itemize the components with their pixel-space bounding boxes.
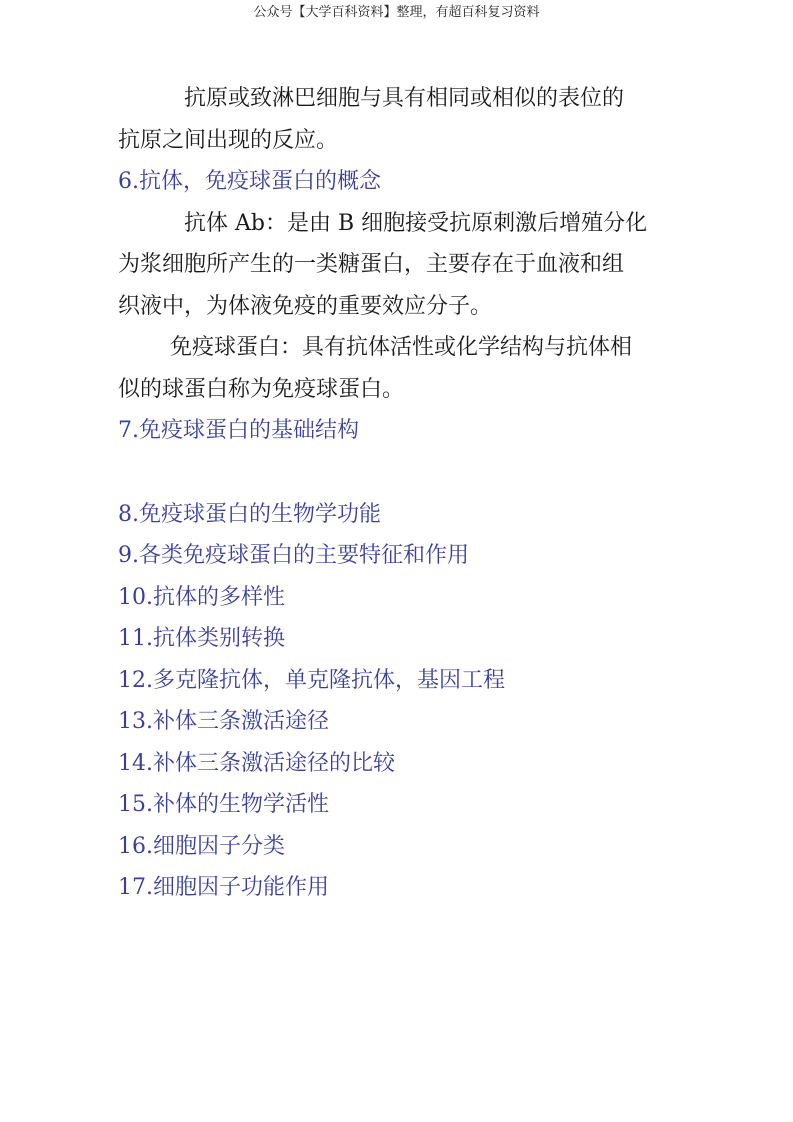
heading-6: 6.抗体，免疫球蛋白的概念 xyxy=(118,169,381,194)
ig-line-2: 似的球蛋白称为免疫球蛋白。 xyxy=(118,376,405,402)
heading-9: 9.各类免疫球蛋白的主要特征和作用 xyxy=(118,543,469,568)
heading-12: 12.多克隆抗体，单克隆抗体，基因工程 xyxy=(118,667,505,693)
heading-15: 15.补体的生物学活性 xyxy=(118,792,329,817)
heading-13: 13.补体三条激活途径 xyxy=(118,709,329,734)
antibody-line-1: 抗体 Ab：是由 B 细胞接受抗原刺激后增殖分化 xyxy=(184,210,648,236)
heading-11: 11.抗体类别转换 xyxy=(118,626,285,651)
heading-17: 17.细胞因子功能作用 xyxy=(118,875,329,900)
antibody-line-2: 为浆细胞所产生的一类糖蛋白，主要存在于血液和组 xyxy=(118,252,625,277)
heading-7: 7.免疫球蛋白的基础结构 xyxy=(118,418,359,443)
ig-line-1: 免疫球蛋白：具有抗体活性或化学结构与抗体相 xyxy=(170,335,633,360)
blank-space xyxy=(118,452,678,494)
heading-10: 10.抗体的多样性 xyxy=(118,584,285,610)
intro-line-2: 抗原之间出现的反应。 xyxy=(118,127,339,153)
document-body xyxy=(118,78,678,909)
antibody-line-3: 织液中，为体液免疫的重要效应分子。 xyxy=(118,293,493,319)
page-header: 公众号【大学百科资料】整理，有超百科复习资料 xyxy=(253,5,540,20)
heading-14: 14.补体三条激活途径的比较 xyxy=(118,750,395,776)
intro-line-1: 抗原或致淋巴细胞与具有相同或相似的表位的 xyxy=(184,86,625,111)
heading-16: 16.细胞因子分类 xyxy=(118,833,285,859)
heading-8: 8.免疫球蛋白的生物学功能 xyxy=(118,501,381,527)
